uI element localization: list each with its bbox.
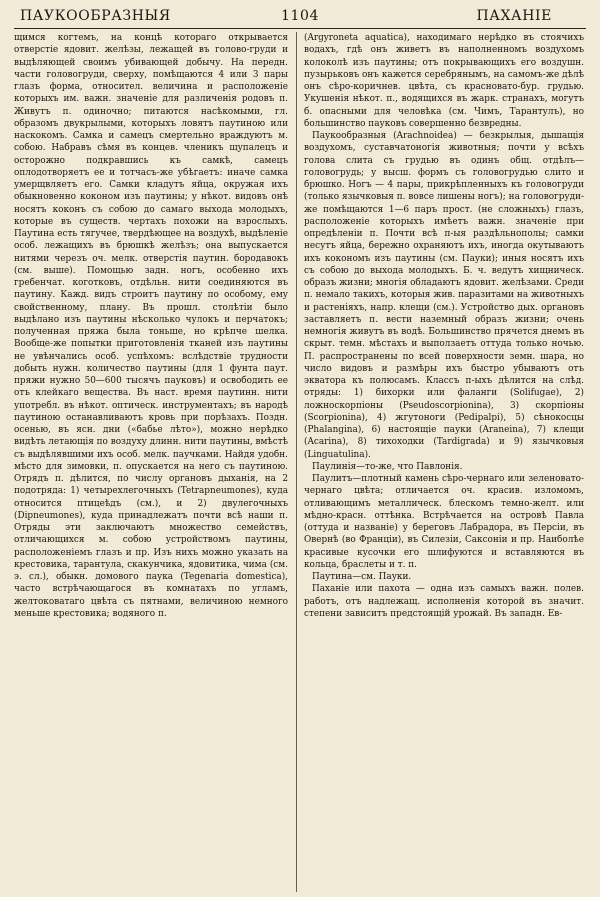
right-paragraph-argyroneta: (Argyroneta aquatica), находимаго нерѣдко въ стоячихъ водахъ, гдѣ онъ живетъ въ наполненномъ воздухомъ колоколѣ изъ паутины; отъ покрывающихъ его воздушн. пузырьковъ онъ кажется серебрянымъ, на самомъ-же дѣлѣ онъ сѣро-коричнев. цвѣта, съ красновато-бур. грудью. Укушенія нѣкот. п., водящихся въ жарк. странахъ, могутъ б. опасными для человѣка (см. Чимъ, Тарантулъ), но большинство пауковъ совершенно безвредны.: [304, 33, 584, 129]
entry-paukoobraznyya: Паукообразныя (Arachnoidea) — безкрылыя, дышащія воздухомъ, суставчатоногія животныя; почти у всѣхъ голова слита съ грудью въ одинъ общ. отдѣлъ—головогрудь; у высш. формъ съ головогрудью слито и брюшко. Ногъ — 4 пары, прикрѣпленныхъ къ головогруди (только язычковыя п. вовсе лишены ногъ); на головогруди-же помѣщаются 1—6 паръ прост. (не сложныхъ) глазъ, расположеніе которыхъ имѣетъ важн. значеніе при опредѣленіи п. Почти всѣ п-ыя раздѣльнополы; самки несутъ яйца, бережно охраняютъ ихъ, иногда окутываютъ ихъ кокономъ изъ паутины (см. Пауки); иныя носятъ ихъ съ собою до выхода молодыхъ. Б. ч. ведутъ хищническ. образъ жизни; многія обладаютъ ядовит. желѣзами. Среди п. немало такихъ, которыя жив. паразитами на животныхъ и растеніяхъ, напр. клещи (см.). Устройство дых. органовъ заставляетъ п. вести наземный образъ жизни; очень немногія живутъ въ водѣ. Большинство прячется днемъ въ скрыт. темн. мѣстахъ и выползаетъ оттуда только ночью. П. распространены по всей поверхности земн. шара, но число видовъ и размѣры ихъ быстро убываютъ отъ экватора къ полюсамъ. Классъ п-ыхъ дѣлится на слѣд. отряды: 1) бихорки или фаланги (Solifugae), 2) ложноскорпіоны (Pseudoscorpionina), 3) скорпіоны (Scorpionina), 4) жгутоноги (Pedipalpi), 5) сѣнокосцы (Phalangina), 6) настоящіе пауки (Araneina), 7) клещи (Acarina), 8) тихоходки (Tardigrada) и 9) язычковыя (Linguatulina).: [304, 131, 584, 460]
header-right-title: ПАХАНІЕ: [476, 8, 552, 24]
entry-pauliniya: Паулинія—то-же, что Павлонія.: [312, 461, 463, 472]
entry-pakhanie: Паханіе или пахота — одна изъ самыхъ важн. полев. работъ, отъ надлежащ. исполненія которой въ значит. степени зависитъ предстоящій урожай. Въ западн. Ев-: [304, 584, 584, 619]
header-left-title: ПАУКООБРАЗНЫЯ: [20, 8, 171, 24]
entry-pautina: Паутина—см. Пауки.: [312, 572, 412, 582]
right-column: [304, 32, 584, 892]
page-number: 1104: [280, 8, 320, 24]
left-column: [14, 32, 288, 892]
entry-paulit: Паулитъ—плотный камень сѣро-чернаго или зеленовато-чернаго цвѣта; отличается оч. красив. изломомъ, отливающимъ металлическ. блескомъ темно-желт. или мѣдно-красн. оттѣнка. Встрѣчается на островѣ Павла (оттуда и названіе) у береговъ Лабрадора, въ Персіи, въ Овернѣ (во Франціи), въ Силезіи, Саксоніи и пр. Наиболѣе красивые кусочки его шлифуются и вставляются въ кольца, браслеты и т. п.: [304, 474, 584, 570]
running-header: [14, 4, 586, 28]
left-paragraph: щимся когтемъ, на концѣ котораго открывается отверстіе ядовит. желѣзы, лежащей въ голово-груди и выдѣляющей своимъ убивающей добычу. На передн. части головогруди, сверху, помѣщаются 4 или 3 пары глазъ форма, относител. величина и расположеніе которыхъ им. важн. значеніе для различенія родовъ п. Живутъ п. одиночно; питаются насѣкомыми, гл. образомъ двукрылыми, которыхъ ловятъ паутиною или наскокомъ. Самка и самецъ смертельно враждуютъ м. собою. Набравъ сѣмя въ концев. членикъ щупалецъ и осторожно подкравшись къ самкѣ, самецъ оплодотворяетъ ее и тотчасъ-же убѣгаетъ: иначе самка умерщвляетъ его. Самки кладутъ яйца, окружая ихъ обыкновенно коконом изъ паутины; у нѣкот. видовъ онѣ носятъ коконъ съ собою до самаго выхода молодыхъ, которые въ существ. чертахъ похожи на взрослыхъ. Паутина есть тягучее, твердѣющее на воздухѣ, выдѣленіе особ. лежащихъ въ брюшкѣ желѣзъ; она выпускается нитями черезъ оч. мелк. отверстія паутин. бородавокъ (см. выше). Помощью задн. ногъ, особенно ихъ гребенчат. коготковъ, отдѣльн. нити соединяются въ паутину. Кажд. видъ строитъ паутину по особому, ему свойственному, плану. Въ прошл. столѣтіи было выдѣлано изъ паутины нѣсколько чулокъ и перчатокъ; полученная пряжа была тоньше, но крѣпче шелка. Вообще-же попытки приготовленія тканей изъ паутины не увѣнчались особ. успѣхомъ: вслѣдствіе трудности добыть нужн. количество паутины (для 1 фунта паут. пряжи нужно 50—600 тысячъ пауковъ) и освободить ее отъ клейкаго вещества. Въ наст. время паутинн. нити употребл. въ нѣкот. оптическ. инструментахъ; въ народѣ паутиною останавливаютъ кровь при порѣзахъ. Поздн. осенью, въ ясн. дни («бабье лѣто»), можно нерѣдко видѣть летающія по воздуху длинн. нити паутины, вмѣстѣ съ выдѣлявшими ихъ особ. мелк. паучками. Найдя удобн. мѣсто для зимовки, п. опускается на него съ паутиною. Отрядъ п. дѣлится, по числу органовъ дыханія, на 2 подотряда: 1) четырехлегочныхъ (Tetrapneumones), куда относится птицеѣдъ (см.), и 2) двулегочныхъ (Dipneumones), куда принадлежатъ почти всѣ наши п. Отряды эти заключаютъ множество семействъ, отличающихся м. собою устройствомъ паутины, расположеніемъ глазъ и пр. Изъ нихъ можно указать на крестовика, тарантула, скакунчика, ядовитика, чима (см. э. сл.), обыкн. домового паука (Tegenaria domestica), часто встрѣчающагося въ комнатахъ по угламъ, желтоковатаго цвѣта съ пятнами, величиною немного меньше крестовика; водяного п.: [14, 33, 288, 619]
header-rule: [14, 28, 586, 29]
column-divider: [296, 32, 297, 892]
